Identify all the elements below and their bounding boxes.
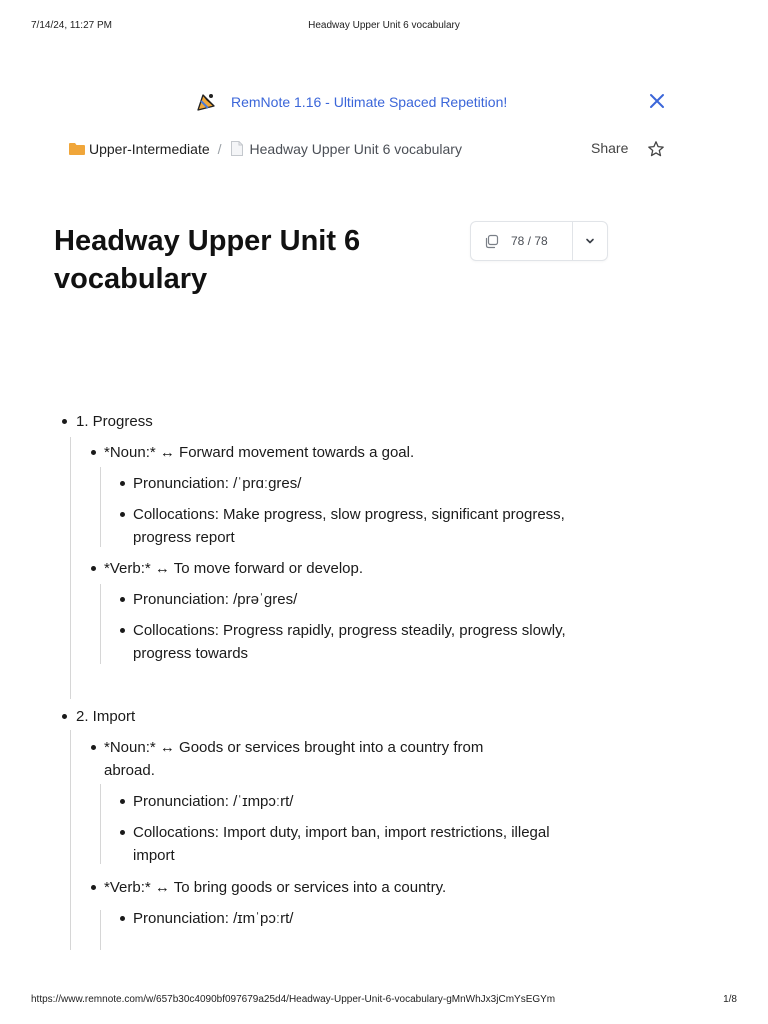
bullet[interactable] <box>91 450 96 455</box>
indent-guide <box>100 784 101 864</box>
rem-collocations[interactable] <box>133 503 565 549</box>
share-button[interactable]: Share <box>591 140 629 156</box>
remnote-logo-icon <box>195 91 217 113</box>
bullet[interactable] <box>120 628 125 633</box>
rem-pronunciation[interactable] <box>133 472 301 495</box>
rem-text-line1[interactable]: *Noun:* ↔ Goods or services brought into a country from <box>104 739 484 756</box>
bullet[interactable] <box>120 799 125 804</box>
rem-text[interactable]: *Verb:* ↔ To bring goods or services into a country. <box>104 879 447 896</box>
bullet[interactable] <box>120 916 125 921</box>
rem-pronunciation[interactable] <box>133 907 293 930</box>
rem-collocations[interactable] <box>133 821 550 867</box>
bullet[interactable] <box>120 597 125 602</box>
bullet[interactable] <box>120 830 125 835</box>
breadcrumb <box>68 140 462 157</box>
rem-pronunciation[interactable] <box>133 790 293 813</box>
print-datetime: 7/14/24, 11:27 PM <box>31 20 112 31</box>
rem-text[interactable]: *Verb:* ↔ To move forward or develop. <box>104 560 364 577</box>
rem-collocations[interactable] <box>133 619 566 665</box>
page-title[interactable]: Headway Upper Unit 6 vocabulary <box>54 225 361 295</box>
breadcrumb-folder[interactable]: Upper-Intermediate <box>89 140 210 157</box>
counter-dropdown-button[interactable] <box>573 222 607 260</box>
folder-icon <box>68 142 86 156</box>
rem-text-line1[interactable]: Collocations: Progress rapidly, progress steadily, progress slowly, <box>133 622 566 639</box>
cards-icon <box>484 234 499 249</box>
print-doc-title: Headway Upper Unit 6 vocabulary <box>308 20 460 31</box>
rem-word[interactable] <box>76 705 135 728</box>
breadcrumb-separator: / <box>217 140 222 157</box>
card-counter <box>470 221 608 261</box>
bullet[interactable] <box>62 419 67 424</box>
rem-word[interactable] <box>76 410 153 433</box>
print-page-number: 1/8 <box>723 994 737 1005</box>
document-icon <box>230 140 244 157</box>
rem-verb[interactable] <box>104 557 363 580</box>
bullet[interactable] <box>120 481 125 486</box>
close-icon[interactable] <box>646 90 668 112</box>
rem-pronunciation[interactable] <box>133 588 297 611</box>
bullet[interactable] <box>62 714 67 719</box>
rem-text-line1[interactable]: Collocations: Make progress, slow progress, significant progress, <box>133 506 565 523</box>
rem-text[interactable]: Pronunciation: /prəˈgres/ <box>133 591 298 608</box>
breadcrumb-document[interactable]: Headway Upper Unit 6 vocabulary <box>249 140 462 157</box>
banner-link[interactable]: RemNote 1.16 - Ultimate Spaced Repetition! <box>231 94 508 110</box>
indent-guide <box>100 910 101 950</box>
rem-text[interactable]: 1. Progress <box>76 413 153 430</box>
chevron-down-icon <box>584 235 596 247</box>
bullet[interactable] <box>91 745 96 750</box>
promo-banner[interactable] <box>195 90 668 114</box>
bullet[interactable] <box>91 885 96 890</box>
indent-guide <box>70 437 71 699</box>
star-icon[interactable] <box>647 140 665 158</box>
bullet[interactable] <box>120 512 125 517</box>
rem-verb[interactable] <box>104 876 446 899</box>
rem-text-line1[interactable]: Collocations: Import duty, import ban, import restrictions, illegal <box>133 824 550 841</box>
rem-text-line2[interactable]: progress towards <box>133 645 249 662</box>
card-count-label: 78 / 78 <box>511 234 548 248</box>
rem-noun[interactable] <box>104 441 414 464</box>
rem-noun[interactable] <box>104 736 483 782</box>
bullet[interactable] <box>91 566 96 571</box>
rem-text[interactable]: Pronunciation: /ɪmˈpɔːrt/ <box>133 910 294 927</box>
indent-guide <box>100 467 101 547</box>
rem-text[interactable]: Pronunciation: /ˈɪmpɔːrt/ <box>133 793 294 810</box>
rem-text[interactable]: 2. Import <box>76 708 136 725</box>
rem-text-line2[interactable]: abroad. <box>104 762 155 779</box>
rem-text-line2[interactable]: progress report <box>133 529 235 546</box>
rem-text[interactable]: *Noun:* ↔ Forward movement towards a goal. <box>104 444 415 461</box>
card-count-button[interactable] <box>471 222 573 260</box>
rem-text-line2[interactable]: import <box>133 847 175 864</box>
indent-guide <box>70 730 71 950</box>
print-url: https://www.remnote.com/w/657b30c4090bf097679a25d4/Headway-Upper-Unit-6-vocabulary-gMnWhJx3jCmYsEGYm <box>31 994 556 1005</box>
rem-text[interactable]: Pronunciation: /ˈprɑːgres/ <box>133 475 302 492</box>
indent-guide <box>100 584 101 664</box>
